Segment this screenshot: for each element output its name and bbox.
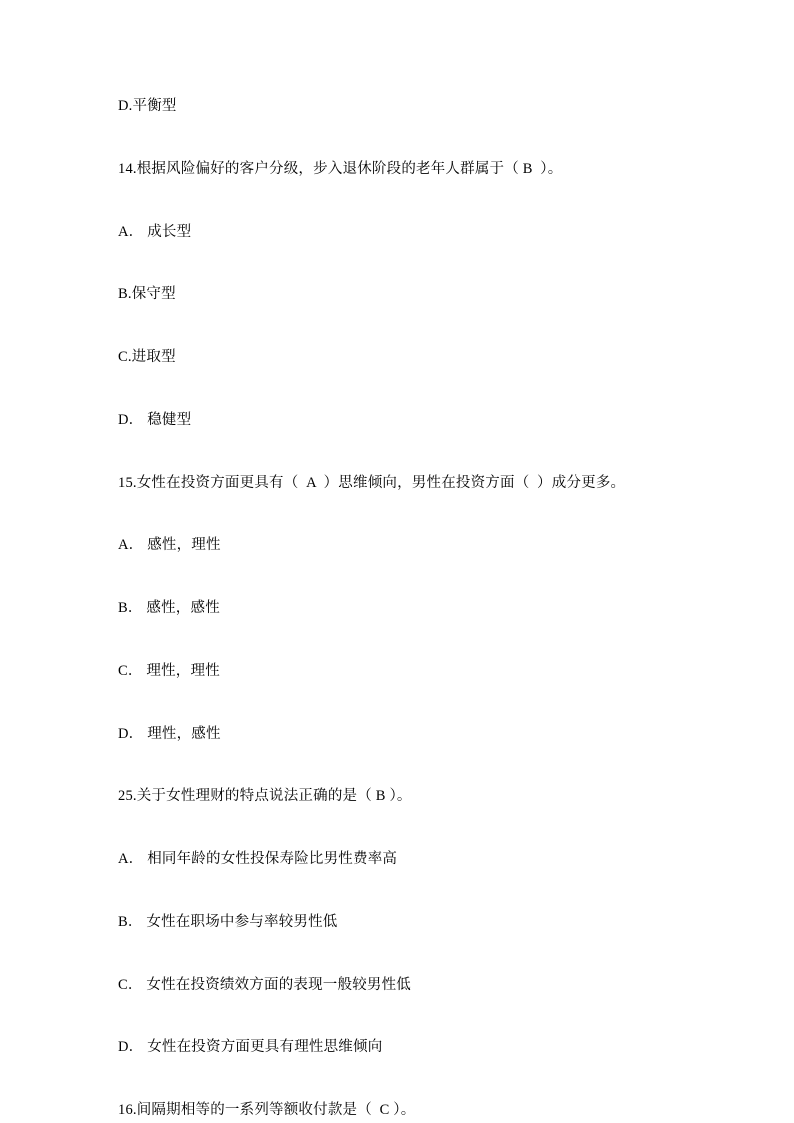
answer-option: A． 相同年龄的女性投保寿险比男性费率高: [118, 851, 398, 867]
answer-option: C.进取型: [118, 349, 176, 365]
answer-option: A． 成长型: [118, 223, 192, 240]
question-text: 14.根据风险偏好的客户分级，步入退休阶段的老年人群属于（ B ）。: [118, 160, 563, 177]
answer-option: B． 女性在职场中参与率较男性低: [118, 913, 338, 930]
answer-option: B.保守型: [118, 286, 176, 303]
answer-option: A． 感性，理性: [118, 537, 221, 554]
answer-option: C． 理性，理性: [118, 662, 220, 679]
answer-option: D． 女性在投资方面更具有理性思维倾向: [118, 1039, 383, 1056]
answer-option: B． 感性，感性: [118, 600, 220, 616]
question-text: 15.女性在投资方面更具有（ A ）思维倾向，男性在投资方面（ ）成分更多。: [118, 474, 626, 491]
answer-option: D.平衡型: [118, 98, 177, 114]
question-text: 16.间隔期相等的一系列等额收付款是（ C ）。: [118, 1102, 416, 1118]
answer-option: D． 稳健型: [118, 411, 192, 428]
document-body: [118, 96, 676, 1122]
question-text: 25.关于女性理财的特点说法正确的是（ B ）。: [118, 788, 412, 805]
answer-option: C． 女性在投资绩效方面的表现一般较男性低: [118, 976, 411, 993]
answer-option: D． 理性，感性: [118, 725, 221, 742]
